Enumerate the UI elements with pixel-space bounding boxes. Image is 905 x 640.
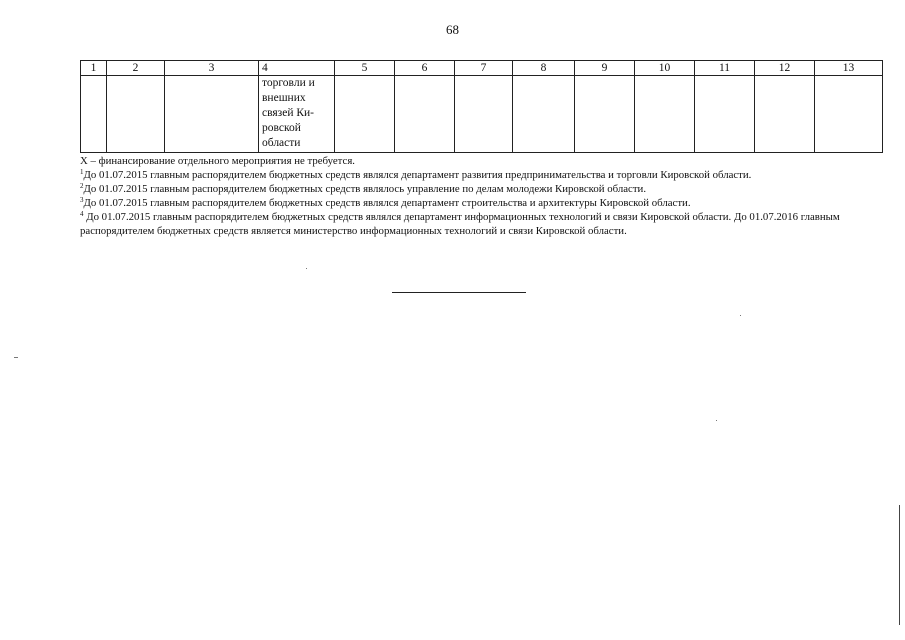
column-header: 10 [635, 61, 695, 76]
footnotes [80, 154, 880, 238]
column-header: 6 [395, 61, 455, 76]
scan-speck [14, 357, 18, 358]
table-cell [81, 76, 107, 153]
footnote-text: До 01.07.2015 главным распорядителем бюджетных средств являлся департамент развития предпринимательства и торговли Кировской области. [83, 169, 752, 181]
table-cell [335, 76, 395, 153]
column-header: 12 [755, 61, 815, 76]
table-cell [815, 76, 883, 153]
column-header: 9 [575, 61, 635, 76]
footnote-2 [80, 182, 880, 196]
scan-edge-line [899, 505, 900, 625]
table-header-row [81, 61, 883, 76]
column-header: 7 [455, 61, 513, 76]
closing-rule [392, 292, 526, 293]
page-number: 68 [446, 22, 459, 37]
budget-table [80, 60, 883, 153]
footnote-marker: 2 [80, 182, 84, 190]
table-cell [165, 76, 259, 153]
column-header: 11 [695, 61, 755, 76]
table-cell [395, 76, 455, 153]
footnote-marker: 4 [80, 210, 84, 218]
column-header: 3 [165, 61, 259, 76]
footnote-text: До 01.07.2015 главным распорядителем бюджетных средств являлся департамент строительства и архитектуры Кировской области. [83, 197, 691, 209]
table-cell [695, 76, 755, 153]
table-cell [513, 76, 575, 153]
footnote-marker: 1 [80, 168, 84, 176]
column-header: 1 [81, 61, 107, 76]
column-header: 13 [815, 61, 883, 76]
scan-speck [716, 420, 717, 421]
footnote-text: До 01.07.2015 главным распорядителем бюджетных средств являлось управление по делам молодежи Кировской области. [83, 183, 647, 195]
footnote-4 [80, 210, 880, 238]
table-cell [755, 76, 815, 153]
footnote-1 [80, 168, 880, 182]
footnote-marker: 3 [80, 196, 84, 204]
column-header: 4 [259, 61, 335, 76]
table-cell-responsible: торговли и внешних связей Ки-ровской области [259, 76, 335, 153]
table-cell [107, 76, 165, 153]
footnote-text: До 01.07.2015 главным распорядителем бюджетных средств являлся департамент информационных технологий и связи Кировской области. До 01.07.2016 главным распорядителем бюджетных средств является министерство информационных технологий и связи Кировской области. [80, 211, 840, 237]
table-row [81, 76, 883, 153]
scan-speck [740, 315, 741, 316]
table-cell [635, 76, 695, 153]
note-x: Х – финансирование отдельного мероприятия не требуется. [80, 155, 355, 167]
scan-speck [306, 268, 307, 269]
table-cell [455, 76, 513, 153]
column-header: 8 [513, 61, 575, 76]
column-header: 5 [335, 61, 395, 76]
footnote-3 [80, 196, 880, 210]
table-cell [575, 76, 635, 153]
column-header: 2 [107, 61, 165, 76]
